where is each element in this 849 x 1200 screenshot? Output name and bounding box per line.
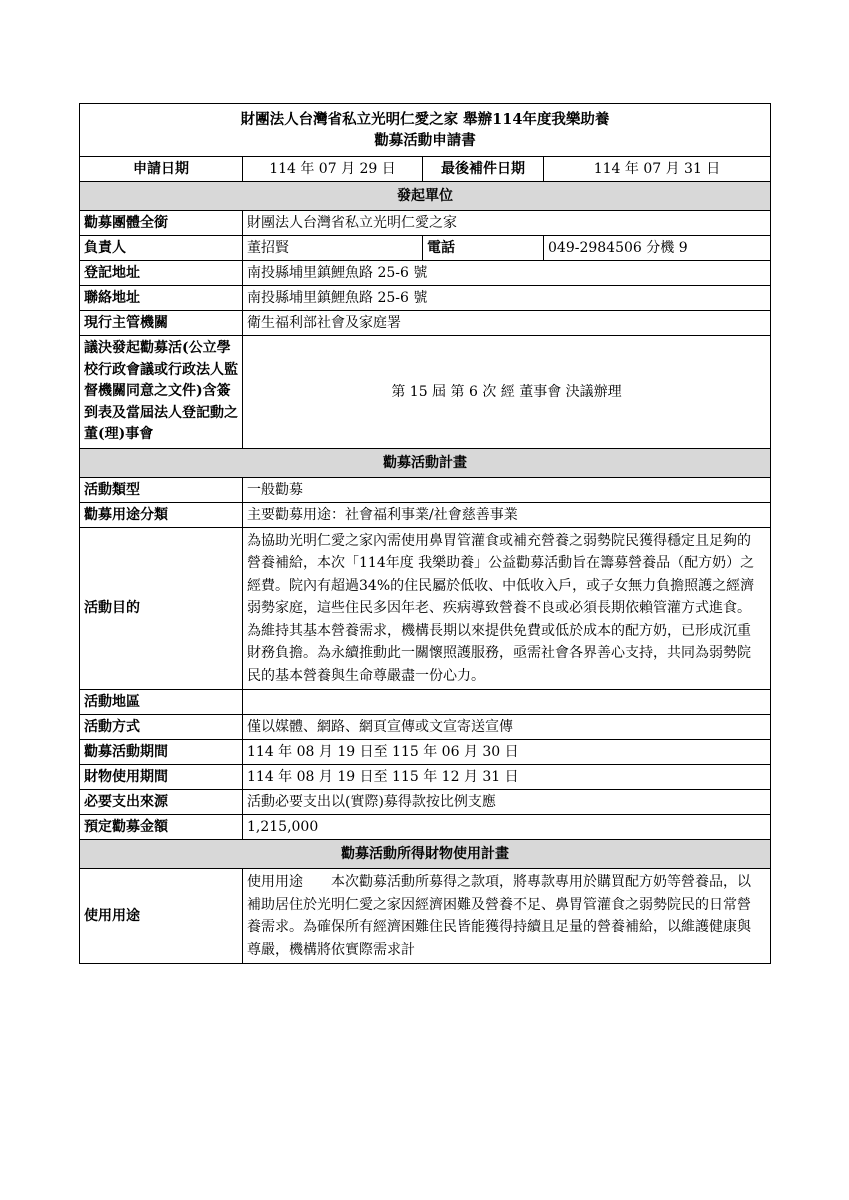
purpose-value: 為協助光明仁愛之家內需使用鼻胃管灌食或補充營養之弱勢院民獲得穩定且足夠的營養補給，本次「114年度 我樂助養」公益勸募活動旨在籌募營養品（配方奶）之經費。院內有超過34%的住民屬於低收、中低收入戶，或子女無力負擔照護之經濟弱勢家庭，這些住民多因年老、疾病導致營養不良或必須長期依賴管灌方式進食。為維持其基本營養需求，機構長期以來提供免費或低於成本的配方奶，已形成沉重財務負擔。為永續推動此一關懷照護服務，亟需社會各界善心支持，共同為弱勢院民的基本營養與生命尊嚴盡一份心力。 bbox=[243, 527, 771, 690]
phone-value: 049-2984506 分機 9 bbox=[544, 236, 771, 261]
resolution-value: 第 15 屆 第 6 次 經 董事會 決議辦理 bbox=[243, 336, 771, 449]
resolution-label: 議決發起勸募活(公立學校行政會議或行政法人監督機關同意之文件)含簽到表及當屆法人登記動之董(理)事會 bbox=[80, 336, 243, 449]
activity-period-value: 114 年 08 月 19 日至 115 年 06 月 30 日 bbox=[243, 740, 771, 765]
expense-source-label: 必要支出來源 bbox=[80, 790, 243, 815]
form-title bbox=[80, 104, 771, 157]
activity-area-label: 活動地區 bbox=[80, 690, 243, 715]
expense-source-value: 活動必要支出以(實際)募得款按比例支應 bbox=[243, 790, 771, 815]
usage-category-label: 勸募用途分類 bbox=[80, 502, 243, 527]
reg-address-label: 登記地址 bbox=[80, 261, 243, 286]
title-line-2: 勸募活動申請書 bbox=[374, 132, 476, 149]
activity-method-label: 活動方式 bbox=[80, 715, 243, 740]
use-period-value: 114 年 08 月 19 日至 115 年 12 月 31 日 bbox=[243, 765, 771, 790]
use-period-label: 財物使用期間 bbox=[80, 765, 243, 790]
usage-category-value: 主要勸募用途：社會福利事業/社會慈善事業 bbox=[243, 502, 771, 527]
apply-date-value: 114 年 07 月 29 日 bbox=[243, 157, 423, 182]
application-form bbox=[79, 103, 770, 964]
reg-address-value: 南投縣埔里鎮鯉魚路 25-6 號 bbox=[243, 261, 771, 286]
section-initiator: 發起單位 bbox=[80, 182, 771, 211]
use-purpose-label: 使用用途 bbox=[80, 869, 243, 964]
apply-date-label: 申請日期 bbox=[80, 157, 243, 182]
use-purpose-value: 使用用途 本次勸募活動所募得之款項，將專款專用於購買配方奶等營養品，以補助居住於光明仁愛之家因經濟困難及營養不足、鼻胃管灌食之弱勢院民的日常營養需求。為確保所有經濟困難住民皆能獲得持續且足量的營養補給，以維護健康與尊嚴，機構將依實際需求計 bbox=[243, 869, 771, 964]
activity-type-value: 一般勸募 bbox=[243, 477, 771, 502]
activity-period-label: 勸募活動期間 bbox=[80, 740, 243, 765]
org-fullname-value: 財團法人台灣省私立光明仁愛之家 bbox=[243, 211, 771, 236]
org-fullname-label: 勸募團體全銜 bbox=[80, 211, 243, 236]
contact-address-label: 聯絡地址 bbox=[80, 286, 243, 311]
section-use-plan: 勸募活動所得財物使用計畫 bbox=[80, 840, 771, 869]
phone-label: 電話 bbox=[423, 236, 544, 261]
title-line-1: 財團法人台灣省私立光明仁愛之家 舉辦114年度我樂助養 bbox=[240, 111, 610, 128]
activity-area-value bbox=[243, 690, 771, 715]
contact-address-value: 南投縣埔里鎮鯉魚路 25-6 號 bbox=[243, 286, 771, 311]
person-label: 負責人 bbox=[80, 236, 243, 261]
supplement-date-label: 最後補件日期 bbox=[423, 157, 544, 182]
target-amount-value: 1,215,000 bbox=[243, 815, 771, 840]
authority-label: 現行主管機關 bbox=[80, 311, 243, 336]
form-table bbox=[79, 103, 771, 964]
activity-method-value: 僅以媒體、網路、網頁宣傳或文宣寄送宣傳 bbox=[243, 715, 771, 740]
supplement-date-value: 114 年 07 月 31 日 bbox=[544, 157, 771, 182]
section-plan: 勸募活動計畫 bbox=[80, 448, 771, 477]
person-value: 董招賢 bbox=[243, 236, 423, 261]
authority-value: 衛生福利部社會及家庭署 bbox=[243, 311, 771, 336]
activity-type-label: 活動類型 bbox=[80, 477, 243, 502]
target-amount-label: 預定勸募金額 bbox=[80, 815, 243, 840]
purpose-label: 活動目的 bbox=[80, 527, 243, 690]
